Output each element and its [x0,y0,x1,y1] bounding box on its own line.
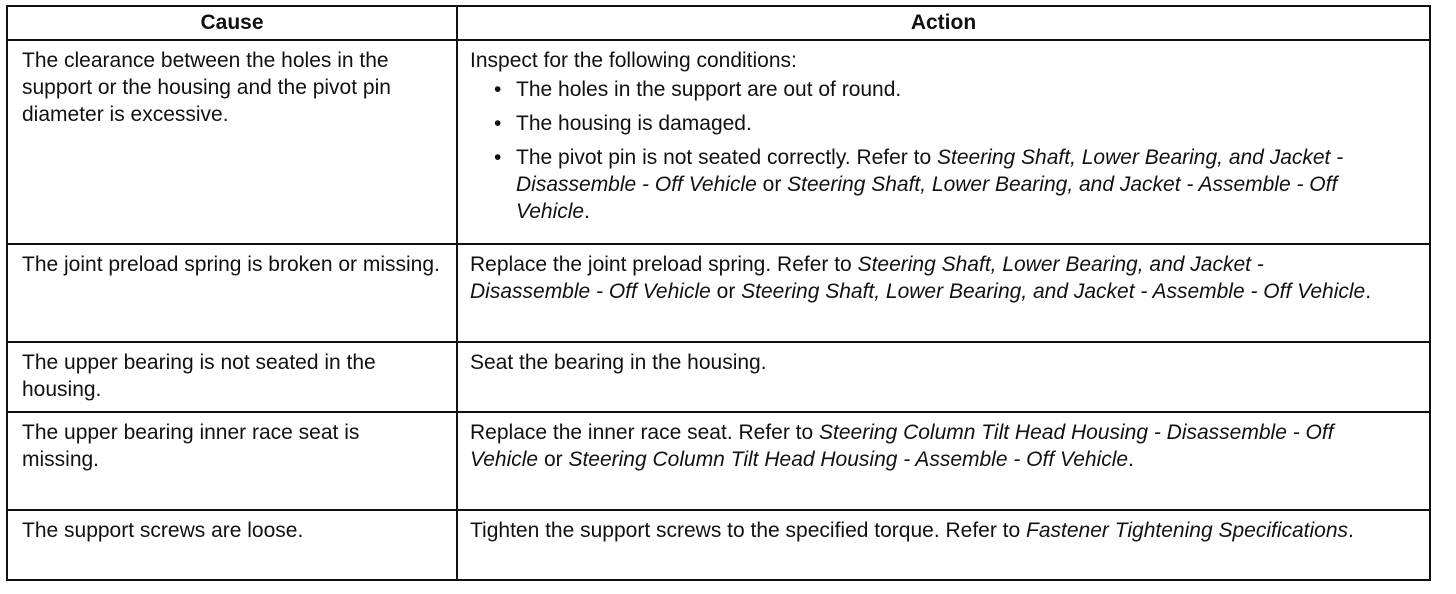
condition-item [470,144,1389,225]
end-punctuation: . [1365,280,1372,303]
condition-text: The pivot pin is not seated correctly. Refer to [516,146,937,169]
procedure-reference: Fastener Tightening Specifications [1026,519,1349,542]
end-punctuation: . [1128,448,1134,471]
cause-cell: The joint preload spring is broken or missing. [7,244,457,342]
cause-cell: The support screws are loose. [7,510,457,580]
bullet-icon: • [494,112,502,135]
action-cell [457,244,1430,342]
bullet-icon: • [494,78,502,101]
table-row [7,244,1430,342]
condition-text: The holes in the support are out of round. [516,78,902,101]
action-intro: Inspect for the following conditions: [470,49,797,72]
table-row [7,342,1430,412]
end-punctuation: . [1348,519,1354,542]
connector-text: or [538,448,569,471]
condition-item [470,110,1389,137]
cause-cell: The upper bearing inner race seat is missing. [7,412,457,510]
table-row [7,510,1430,580]
connector-text: or [756,173,788,196]
condition-text: The housing is damaged. [516,112,752,135]
cause-header: Cause [7,6,457,40]
cause-cell: The clearance between the holes in the support or the housing and the pivot pin diameter is excessive. [7,40,457,244]
procedure-reference: Steering Shaft, Lower Bearing, and Jacket - Disassemble - Off Vehicle [470,253,1264,303]
end-punctuation: . [584,200,590,223]
condition-item [470,76,1389,103]
condition-list [470,76,1389,225]
action-text: Tighten the support screws to the specified torque. Refer to [470,519,1027,542]
bullet-icon: • [494,146,502,169]
procedure-reference: Steering Shaft, Lower Bearing, and Jacket - Assemble - Off Vehicle [741,280,1366,303]
header-row [7,6,1430,40]
procedure-reference: Steering Shaft, Lower Bearing, and Jacket - Disassemble - Off Vehicle [516,146,1344,196]
cause-cell: The upper bearing is not seated in the housing. [7,342,457,412]
action-cell [457,412,1430,510]
action-text: Replace the joint preload spring. Refer to [470,253,858,276]
table-row [7,412,1430,510]
action-cell [457,40,1430,244]
procedure-reference: Steering Column Tilt Head Housing - Assemble - Off Vehicle [568,448,1129,471]
procedure-reference: Steering Column Tilt Head Housing - Disassemble - Off Vehicle [470,421,1334,471]
table-row [7,40,1430,244]
diagnostic-table [6,5,1431,581]
action-cell [457,510,1430,580]
action-cell: Seat the bearing in the housing. [457,342,1430,412]
action-text: Replace the inner race seat. Refer to [470,421,820,444]
connector-text: or [710,280,742,303]
action-header: Action [457,6,1430,40]
procedure-reference: Steering Shaft, Lower Bearing, and Jacket - Assemble - Off Vehicle [516,173,1338,223]
